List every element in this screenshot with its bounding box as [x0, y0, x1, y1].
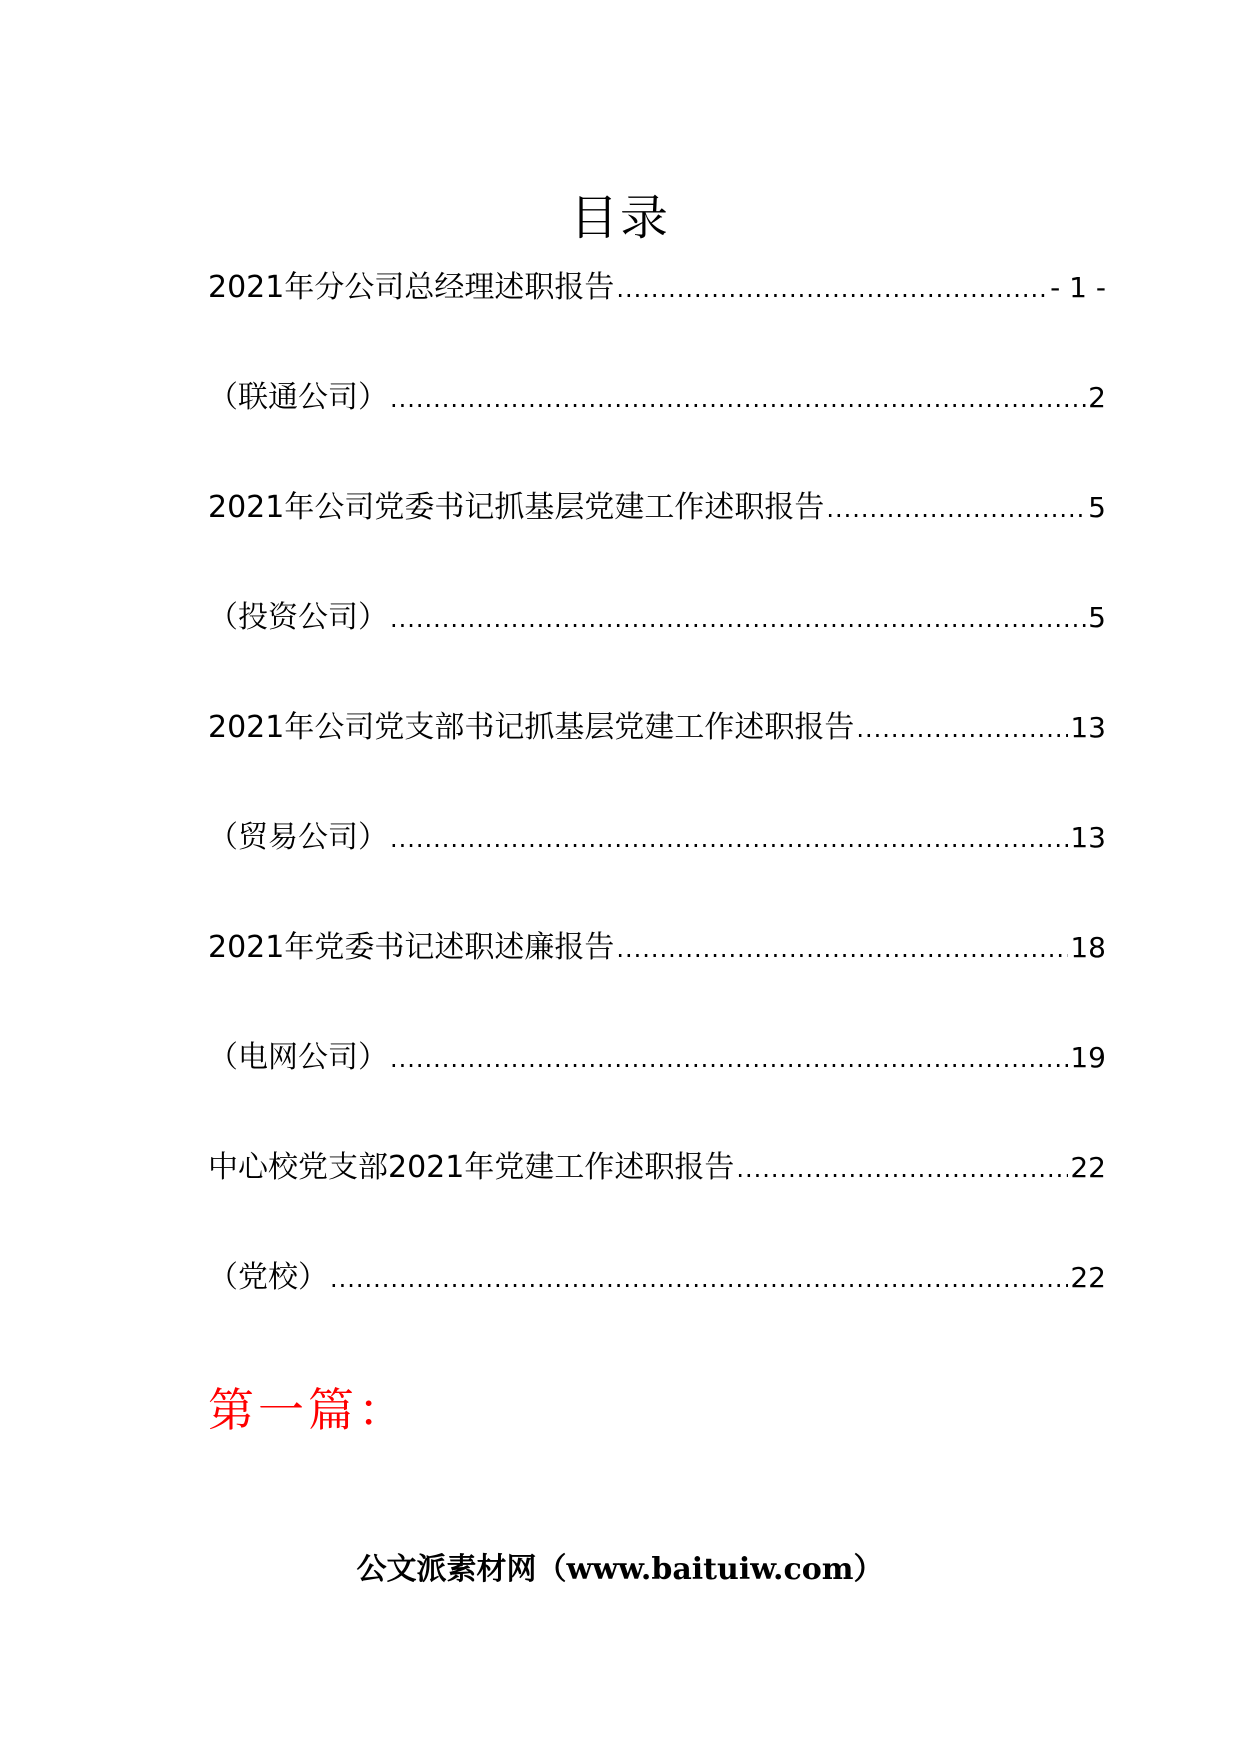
toc-entry-title: 中心校党支部2021年党建工作述职报告	[208, 1150, 735, 1185]
toc-entry-page: 13	[1070, 711, 1106, 744]
toc-entry-page: 22	[1070, 1151, 1106, 1184]
toc-entry-title: 2021年公司党委书记抓基层党建工作述职报告	[208, 490, 825, 525]
toc-entry-page: 22	[1070, 1261, 1106, 1294]
toc-entry-title: （党校）	[208, 1260, 328, 1295]
toc-entry-page: 18	[1070, 931, 1106, 964]
toc-entry[interactable]	[208, 808, 1106, 918]
toc-dot-leader	[616, 259, 1048, 319]
toc-entry-title: （投资公司）	[208, 600, 388, 635]
section-heading: 第一篇：	[208, 1383, 408, 1437]
toc-entry-title: 2021年分公司总经理述职报告	[208, 270, 615, 305]
toc-dot-leader	[390, 369, 1086, 429]
toc-entry[interactable]	[208, 588, 1106, 698]
toc-entry-page: 2	[1088, 381, 1106, 414]
toc-entry-page: 5	[1088, 601, 1106, 634]
toc-entry[interactable]	[208, 258, 1106, 368]
toc-entry[interactable]	[208, 698, 1106, 808]
toc-dot-leader	[826, 479, 1086, 539]
toc-dot-leader	[856, 699, 1068, 759]
toc-entry-title: （贸易公司）	[208, 820, 388, 855]
toc-dot-leader	[616, 919, 1068, 979]
toc-dot-leader	[390, 589, 1086, 649]
toc-entry[interactable]	[208, 918, 1106, 1028]
toc-entry-page: 5	[1088, 491, 1106, 524]
toc-entry-page: 13	[1070, 821, 1106, 854]
toc-entry[interactable]	[208, 1028, 1106, 1138]
toc-dot-leader	[390, 809, 1068, 869]
toc-entry-title: （联通公司）	[208, 380, 388, 415]
toc-entry[interactable]	[208, 1248, 1106, 1358]
toc-dot-leader	[330, 1249, 1068, 1309]
page-title: 目录	[569, 190, 670, 246]
toc-entry[interactable]	[208, 368, 1106, 478]
toc-entry[interactable]	[208, 1138, 1106, 1248]
toc-entry[interactable]	[208, 478, 1106, 588]
table-of-contents	[208, 258, 1106, 1358]
footer-website: 公文派素材网（www.baituiw.com）	[356, 1552, 884, 1587]
toc-entry-page: 19	[1070, 1041, 1106, 1074]
toc-entry-title: 2021年公司党支部书记抓基层党建工作述职报告	[208, 710, 855, 745]
toc-dot-leader	[736, 1139, 1068, 1199]
toc-dot-leader	[390, 1029, 1068, 1089]
toc-entry-page: - 1 -	[1050, 271, 1106, 304]
toc-entry-title: 2021年党委书记述职述廉报告	[208, 930, 615, 965]
toc-entry-title: （电网公司）	[208, 1040, 388, 1075]
